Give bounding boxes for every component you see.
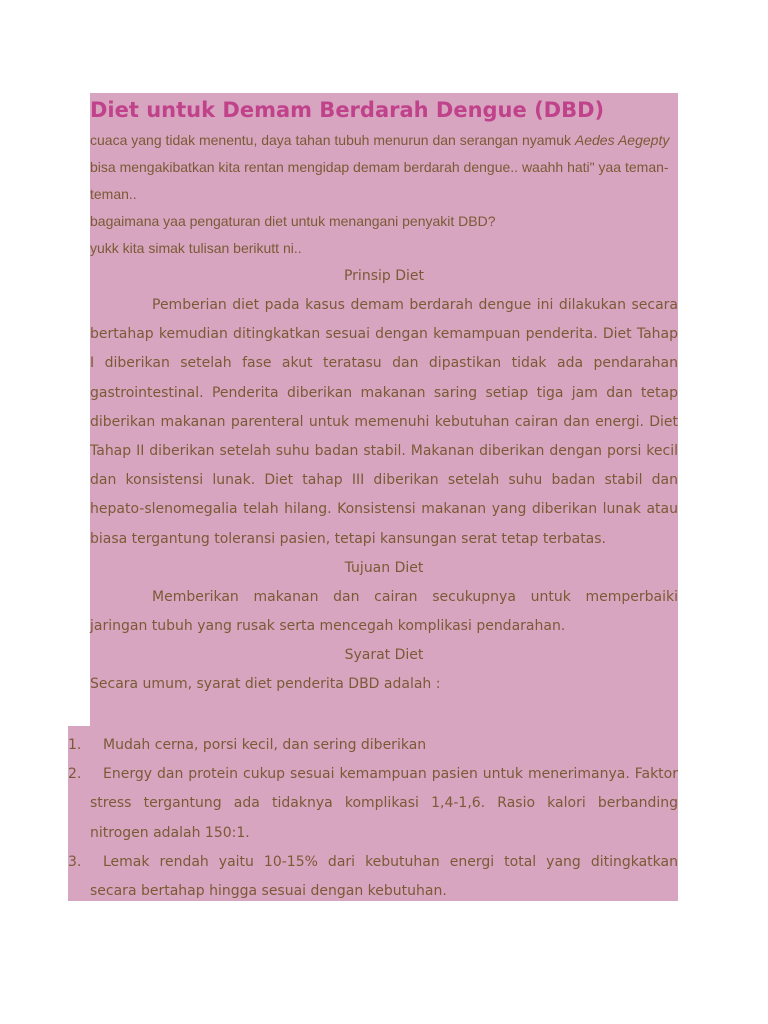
list-item-text: Energy dan protein cukup sesuai kemampuan pasien untuk menerimanya. Faktor stress tergantung ada tidaknya komplikasi 1,4-1,6. Rasio kalori berbanding nitrogen adalah 150:1. [90,766,678,841]
intro-text-end: bisa mengakibatkan kita rentan mengidap demam berdarah dengue.. waahh hati" yaa teman-teman.. [90,159,669,202]
list-item-number: 1. [68,737,82,753]
section-body-prinsip: Pemberian diet pada kasus demam berdarah dengue ini dilakukan secara bertahap kemudian ditingkatkan sesuai dengan kemampuan penderita. Diet Tahap I diberikan setelah fase akut teratasu dan dipastikan tidak ada pendarahan gastrointestinal. Penderita diberikan makanan saring setiap tiga jam dan tetap diberikan makanan parenteral untuk memenuhi kebutuhan cairan dan energi. Diet Tahap II diberikan setelah suhu badan stabil. Makanan diberikan dengan porsi kecil dan konsistensi lunak. Diet tahap III diberikan setelah suhu badan stabil dan hepato-slenomegalia telah hilang. Konsistensi makanan yang diberikan lunak atau biasa tergantung toleransi pasien, tetapi kansungan serat tetap terbatas. [90,297,678,547]
section-body-tujuan: Memberikan makanan dan cairan secukupnya untuk memperbaiki jaringan tubuh yang rusak serta mencegah komplikasi pendarahan. [90,588,678,635]
section-heading-syarat: Syarat Diet [344,647,424,664]
intro-question: bagaimana yaa pengaturan diet untuk menangani penyakit DBD? [90,213,496,229]
list-item-number: 3. [68,853,82,870]
page-title: Diet untuk Demam Berdarah Dengue (DBD) [90,98,605,122]
list-item [68,731,678,760]
intro-text: cuaca yang tidak menentu, daya tahan tubuh menurun dan serangan nyamuk [90,132,575,148]
intro-species: Aedes Aegepty [574,132,670,148]
syarat-list [68,731,678,906]
document-content [90,93,678,699]
intro-paragraph [90,127,678,208]
list-item-text: Lemak rendah yaitu 10-15% dari kebutuhan energi total yang ditingkatkan secara bertahap hingga sesuai dengan kebutuhan. [90,853,678,900]
section-heading-prinsip: Prinsip Diet [343,268,424,284]
section-lead-syarat: Secara umum, syarat diet penderita DBD adalah : [90,676,441,693]
section-heading-tujuan: Tujuan Diet [344,559,424,576]
list-item [68,760,678,848]
list-item [68,848,678,906]
list-item-text: Mudah cerna, porsi kecil, dan sering diberikan [103,737,427,753]
list-item-number: 2. [68,766,82,783]
intro-invite: yukk kita simak tulisan berikutt ni.. [90,240,302,256]
